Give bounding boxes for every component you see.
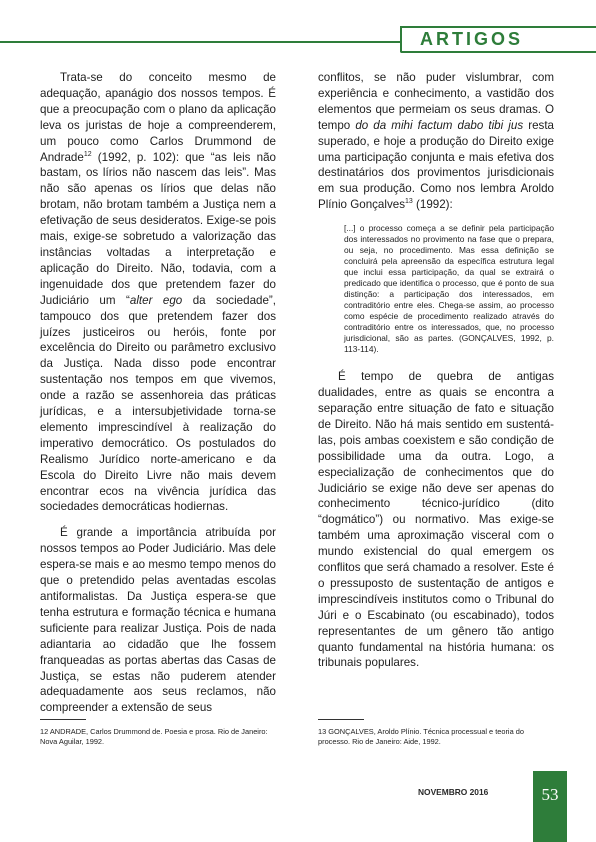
paragraph-text: conflitos, se não puder vislumbrar, com experiência e conhecimento, a vastidão dos elementos que permeiam os seus dramas. O tempo <box>318 71 554 132</box>
footnote-reference: 13 <box>405 198 413 206</box>
paragraph-text: (1992, p. 102): que “as leis não bastam, os lírios não nascem das leis”. Mas não são apenas os lírios que delas não brotam, não brotam também a Justiça nem a efetivação de seus desideratos. Exige-se pois mais, exige-se sobretudo a valorização das instâncias voltadas a interpretação e aplicação do Direito. Não, todavia, com a ingenuidade dos que pretendem fazer do Judiciário um “ <box>40 150 276 307</box>
paragraph-text: (1992): <box>412 198 453 212</box>
paragraph: É grande a importância atribuída por nossos tempos ao Poder Judiciário. Mas dele espera-se mais e ao mesmo tempo menos do que o pretendido pelas aventadas escolas antiformalistas. Da Justiça espera-se que tenha estrutura e formação técnica e humana suficiente para realizar Justiça. Pois de nada adiantaria ao cidadão que lhe fossem franqueadas as portas abertas das Casas de Justiça, se estas não puderem atender adequadamente aos seus reclamos, não compreender a extensão de seus <box>40 526 276 715</box>
header-rule <box>0 41 400 43</box>
paragraph <box>318 70 554 213</box>
right-column <box>318 70 554 671</box>
paragraph <box>40 70 276 515</box>
paragraph-text: da sociedade”, tampouco dos que pretendem fazer dos juízes justiceiros ou heróis, fonte por excelência do Direito ou parâmetro exclusivo da Justiça. Nada disso pode encontrar sustentação nos tempos em que vivemos, onde a razão se assenhoreia das práticas jurídicas, e a intersubjetividade torna-se elemento imprescindível à realização do imperativo democrático. Os postulados do Realismo Jurídico norte-americano e da Escola do Direito Livre não mais devem encontrar ecos na vivência jurídica das sociedades democráticas hodiernas. <box>40 293 276 514</box>
footnote-reference: 12 <box>83 150 92 158</box>
section-header <box>400 26 596 53</box>
paragraph-text: Trata-se do conceito mesmo de adequação, apanágio dos nossos tempos. É que a preocupação com o plano da aplicação leva os juristas de hoje a compreenderem, um pouco como Carlos Drummond de Andrade <box>40 71 276 164</box>
left-column <box>40 70 276 716</box>
italic-phrase: alter ego <box>129 293 183 307</box>
paragraph: É tempo de quebra de antigas dualidades, entre as quais se encontra a separação entre situação de fato e situação de Direito. Não há mais sentido em sustentá-las, pois ambas coexistem e são condição de possibilidade uma da outra. Logo, a especialização de conhecimentos que do Judiciário se exige não deve ser apenas do conhecimento técnico-jurídico (dito “dogmático”) ou normativo. Mas exige-se também uma aproximação visceral com o mundo existencial do qual emergem os conflitos que será chamado a resolver. Este é o pressuposto de sustentação de antigos e imprescindíveis institutos como o Tribunal do Júri e o Escabinato (ou escabinado), todos representantes de um gênero tão antigo quanto fundamental na história humana: os tribunais populares. <box>318 370 554 670</box>
footnote: 13 GONÇALVES, Aroldo Plínio. Técnica processual e teoria do processo. Rio de Janeiro: Aide, 1992. <box>318 727 524 746</box>
footnote-rule <box>318 719 364 720</box>
section-title: ARTIGOS <box>420 29 524 49</box>
footnote: 12 ANDRADE, Carlos Drummond de. Poesia e prosa. Rio de Janeiro: Nova Aguilar, 1992. <box>40 727 268 746</box>
paragraph-text: resta superado, e hoje a produção do Direito exige uma participação conjunta e mais efetiva dos destinatários dos provimentos jurisdicionais em sua produção. Como nos lembra Aroldo Plínio Gonçalves <box>318 118 554 212</box>
issue-date: NOVEMBRO 2016 <box>418 787 489 797</box>
footnote-rule <box>40 719 86 720</box>
page-number: 53 <box>541 785 559 804</box>
italic-phrase: do da mihi factum dabo tibi jus <box>355 118 524 132</box>
page-number-box <box>533 771 567 842</box>
block-quote: [...] o processo começa a se definir pela participação dos interessados no provimento na fase que o prepara, ou seja, no procedimento. Mas essa definição se concluirá pela apreensão da específica estrutura legal que inclui essa participação, da qual se extrairá o predicado que identifica o processo, que é ponto de sua distinção: a participação dos interessados, em contraditório entre eles. Chega-se assim, ao processo como espécie de procedimento realizado através do contraditório entre os interessados, que, no processo jurisdicional, são as partes. (GONÇALVES, 1992, p. 113-114). <box>344 223 554 355</box>
